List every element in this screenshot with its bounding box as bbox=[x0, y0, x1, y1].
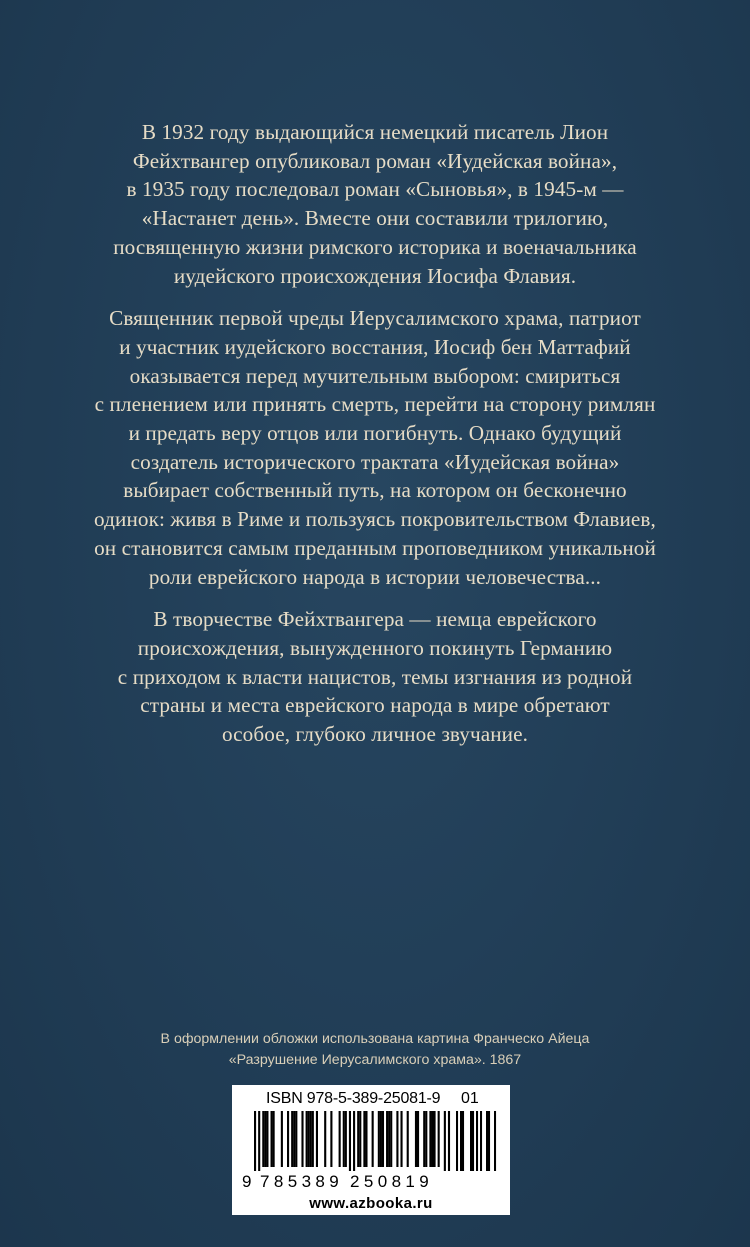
isbn-addon: 01 bbox=[461, 1090, 479, 1107]
credit-line-2: «Разрушение Иерусалимского храма». 1867 bbox=[228, 1052, 522, 1068]
barcode-bar bbox=[396, 1111, 398, 1167]
text-line: он становится самым преданным проповедником уникальной bbox=[94, 535, 656, 560]
text-line: посвященную жизни римского историка и военачальника bbox=[113, 234, 637, 259]
barcode-addon-bar bbox=[476, 1111, 478, 1171]
barcode-bar bbox=[349, 1111, 351, 1171]
isbn-row bbox=[240, 1088, 502, 1110]
text-line: иудейского происхождения Иосифа Флавия. bbox=[173, 263, 577, 288]
barcode-bar bbox=[357, 1111, 359, 1167]
barcode-digit-first: 9 bbox=[242, 1172, 252, 1191]
barcode-bar bbox=[271, 1111, 273, 1167]
barcode-bar bbox=[301, 1111, 303, 1167]
text-line: роли еврейского народа в истории человечества... bbox=[148, 564, 602, 589]
barcode-bar bbox=[429, 1111, 431, 1167]
barcode-bar bbox=[444, 1111, 446, 1171]
text-line: происхождения, вынужденного покинуть Германию bbox=[137, 635, 613, 660]
text-line: В 1932 году выдающийся немецкий писатель Лион bbox=[141, 120, 609, 144]
barcode-bar bbox=[308, 1111, 310, 1167]
text-line: с пленением или принять смерть, перейти на сторону римлян bbox=[94, 392, 656, 417]
barcode-bar bbox=[417, 1111, 419, 1167]
barcode-bar bbox=[345, 1111, 347, 1167]
barcode-bar bbox=[353, 1111, 355, 1171]
barcode-bar bbox=[372, 1111, 374, 1167]
barcode-addon-bar bbox=[486, 1111, 488, 1171]
text-line: Фейхтвангер опубликовал роман «Иудейская война», bbox=[132, 148, 618, 173]
barcode-bar bbox=[382, 1111, 384, 1167]
barcode-bar bbox=[363, 1111, 365, 1167]
barcode-bar bbox=[281, 1111, 283, 1167]
text-line: и предать веру отцов или погибнуть. Однако будущий bbox=[128, 421, 622, 446]
barcode-bar bbox=[254, 1111, 256, 1171]
credit-line-1: В оформлении обложки использована картина Франческо Айеца bbox=[160, 1031, 590, 1047]
barcode-bar bbox=[386, 1111, 388, 1167]
barcode-addon-bar bbox=[462, 1111, 464, 1171]
barcode-bar bbox=[343, 1111, 345, 1167]
barcode-bar bbox=[264, 1111, 266, 1167]
barcode-bar bbox=[324, 1111, 326, 1167]
cover-art-credit bbox=[120, 1029, 630, 1071]
barcode-bar bbox=[438, 1111, 440, 1167]
text-line: Священник первой чреды Иерусалимского храма, патриот bbox=[109, 306, 641, 331]
barcode-bar bbox=[287, 1111, 289, 1167]
publisher-website: www.azbooka.ru bbox=[309, 1195, 433, 1212]
text-line: «Настанет день». Вместе они составили трилогию, bbox=[141, 206, 609, 231]
barcode-bar bbox=[316, 1111, 318, 1167]
barcode-bar bbox=[390, 1111, 392, 1167]
annotation-paragraph-3 bbox=[88, 605, 662, 749]
text-line: и участник иудейского восстания, Иосиф бен Маттафий bbox=[119, 334, 631, 359]
text-line: с приходом к власти нацистов, темы изгнания из родной bbox=[117, 664, 633, 689]
barcode-bar bbox=[306, 1111, 308, 1167]
barcode-addon-bar bbox=[488, 1111, 490, 1171]
barcode-bar bbox=[310, 1111, 312, 1167]
barcode-bar bbox=[388, 1111, 390, 1167]
barcode-bar bbox=[339, 1111, 341, 1167]
barcode-addon-bar bbox=[494, 1111, 496, 1171]
barcode-addon-bar bbox=[480, 1111, 482, 1171]
barcode-bar bbox=[448, 1111, 450, 1171]
barcode-addon-bar bbox=[460, 1111, 462, 1171]
annotation-text bbox=[88, 118, 662, 763]
barcode-bar bbox=[415, 1111, 417, 1167]
barcode-digits-right: 250819 bbox=[350, 1172, 434, 1191]
text-line: создатель исторического трактата «Иудейская война» bbox=[130, 449, 620, 474]
barcode-digits bbox=[240, 1171, 502, 1193]
barcode-bar bbox=[312, 1111, 314, 1167]
text-line: оказывается перед мучительным выбором: смириться bbox=[129, 363, 621, 388]
barcode-bar bbox=[266, 1111, 268, 1167]
barcode-addon-bar bbox=[456, 1111, 458, 1171]
barcode-bar bbox=[365, 1111, 367, 1167]
barcode-bar bbox=[295, 1111, 297, 1167]
barcode-bar bbox=[258, 1111, 260, 1171]
barcode-panel bbox=[232, 1085, 510, 1215]
barcode-bar bbox=[330, 1111, 332, 1167]
barcode-bar bbox=[431, 1111, 433, 1167]
barcode-bar bbox=[433, 1111, 435, 1167]
barcode-bar bbox=[293, 1111, 295, 1167]
barcode-bar bbox=[400, 1111, 402, 1167]
text-line: В творчестве Фейхтвангера — немца еврейского bbox=[153, 607, 597, 632]
barcode-bar bbox=[378, 1111, 380, 1167]
text-line: одинок: живя в Риме и пользуясь покровительством Флавиев, bbox=[94, 507, 656, 532]
annotation-paragraph-1 bbox=[88, 118, 662, 290]
barcode-bar bbox=[273, 1111, 275, 1167]
text-line: в 1935 году последовал роман «Сыновья», в 1945-м — bbox=[126, 177, 624, 202]
barcode-bar bbox=[425, 1111, 427, 1167]
barcode-bar bbox=[407, 1111, 409, 1167]
annotation-paragraph-2 bbox=[88, 304, 662, 591]
text-line: страны и места еврейского народа в мире обретают bbox=[140, 693, 610, 718]
barcode-addon-bar bbox=[470, 1111, 472, 1171]
isbn-label: ISBN 978-5-389-25081-9 bbox=[266, 1090, 441, 1107]
barcode-bar bbox=[380, 1111, 382, 1167]
text-line: выбирает собственный путь, на котором он бесконечно bbox=[123, 478, 627, 503]
barcode-digits-left: 785389 bbox=[260, 1172, 344, 1191]
barcode-addon-bar bbox=[472, 1111, 474, 1171]
barcode-bar bbox=[262, 1111, 264, 1167]
barcode-bar bbox=[291, 1111, 293, 1167]
barcode-bar bbox=[423, 1111, 425, 1167]
barcode-bar bbox=[359, 1111, 361, 1167]
text-line: особое, глубоко личное звучание. bbox=[221, 722, 529, 747]
barcode-bars bbox=[240, 1111, 502, 1171]
